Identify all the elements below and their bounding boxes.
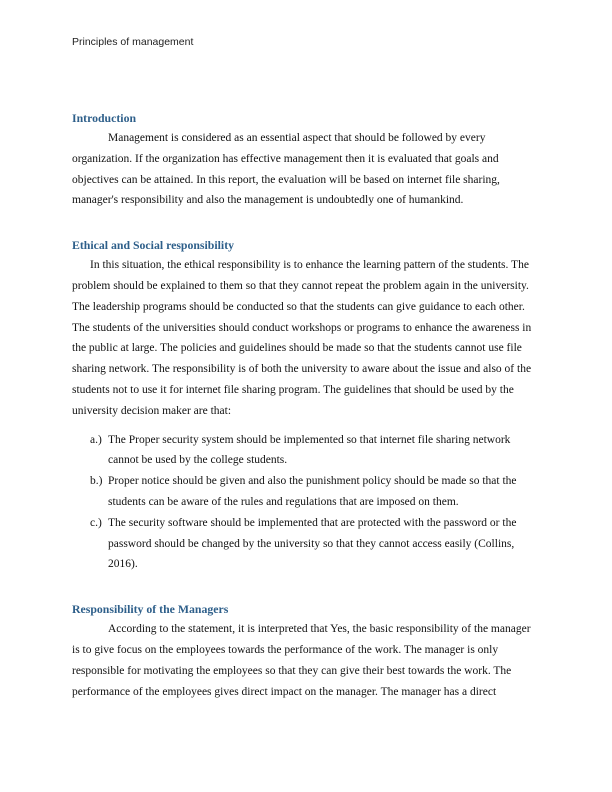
list-item-text: The security software should be implemented that are protected with the password or the password should be changed by the university so that they cannot access easily (Collins, 2016).	[108, 516, 517, 571]
list-item-text: Proper notice should be given and also the punishment policy should be made so that the students can be aware of the rules and regulations that are imposed on them.	[108, 475, 517, 508]
heading-responsibility-of-managers: Responsibility of the Managers	[72, 602, 229, 617]
list-item	[72, 513, 540, 575]
list-item-text: The Proper security system should be implemented so that internet file sharing network cannot be used by the college students.	[108, 433, 511, 467]
heading-introduction: Introduction	[72, 111, 137, 125]
list-item	[72, 471, 540, 513]
running-header: Principles of management	[72, 36, 194, 48]
list-marker: b.)	[90, 475, 103, 488]
document-body	[72, 108, 540, 702]
guidelines-list	[72, 430, 540, 576]
paragraph-ethical-responsibility: In this situation, the ethical responsibility is to enhance the learning pattern of the students. The problem should be explained to them so that they cannot repeat the problem again in the university. The leadership programs should be conducted so that the students can give guidance to each other. The students of the universities should conduct workshops or programs to enhance the awareness in the public at large. The policies and guidelines should be made so that the students cannot use file sharing network. The responsibility is of both the university to aware about the issue and also of the students not to use it for internet file sharing program. The guidelines that should be used by the university decision maker are that:	[72, 259, 532, 417]
paragraph-manager-responsibility: According to the statement, it is interpreted that Yes, the basic responsibility of the manager is to give focus on the employees towards the performance of the work. The manager is only responsible for motivating the employees so that they can give their best towards the work. The performance of the employees gives direct impact on the manager. The manager has a direct	[72, 623, 531, 698]
paragraph-introduction: Management is considered as an essential aspect that should be followed by every organization. If the organization has effective management then it is evaluated that goals and objectives can be attained. In this report, the evaluation will be based on internet file sharing, manager's responsibility and also the management is undoubtedly one of humankind.	[72, 132, 500, 207]
heading-ethical-social-responsibility: Ethical and Social responsibility	[72, 238, 235, 253]
list-marker: c.)	[90, 516, 102, 529]
list-marker: a.)	[90, 433, 102, 446]
list-item	[72, 430, 540, 472]
